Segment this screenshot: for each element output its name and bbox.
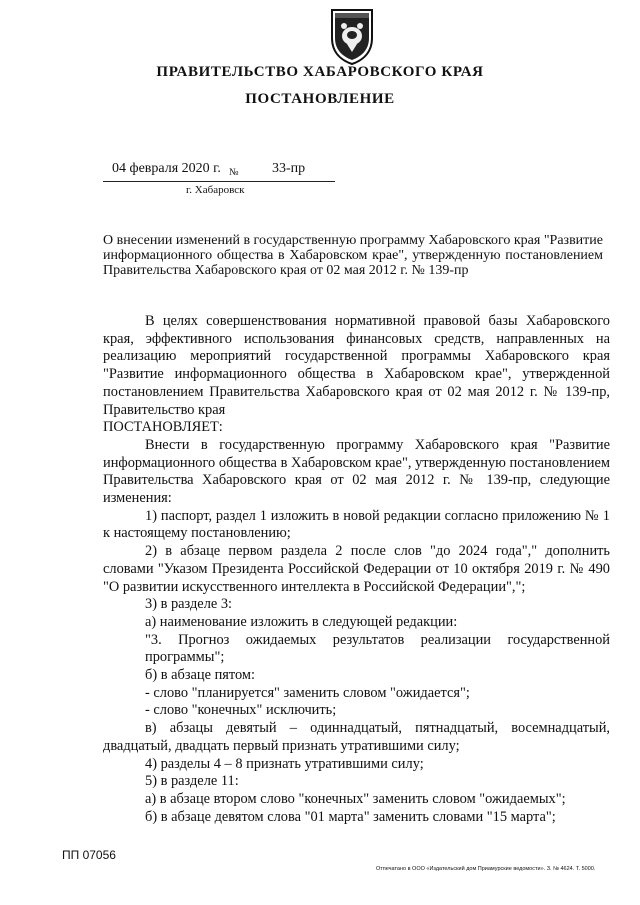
document-date: 04 февраля 2020 г.	[112, 161, 221, 176]
coat-of-arms-icon	[327, 6, 377, 66]
item-5: 5) в разделе 11:	[145, 773, 239, 790]
item-3: 3) в разделе 3:	[145, 596, 233, 613]
item-4: 4) разделы 4 – 8 признать утратившими силу;	[145, 755, 424, 772]
preamble-paragraph: В целях совершенствования нормативной правовой базы Хабаровского края, эффективного использования финансовых средств, направленных на реализацию мероприятий государственной программы Хабаровского края "Развитие информационного общества в Хабаровском крае", утвержденной постановлением Правительства Хабаровского края от 02 мая 2012 г. № 139-пр, Правительство края	[103, 313, 610, 418]
document-code: ПП 07056	[62, 848, 116, 862]
organization-name: ПРАВИТЕЛЬСТВО ХАБАРОВСКОГО КРАЯ	[156, 64, 484, 80]
item-3b-2: - слово "конечных" исключить;	[145, 702, 337, 719]
document-title: О внесении изменений в государственную программу Хабаровского края "Развитие информационного общества в Хабаровском крае", утвержденную постановлением Правительства Хабаровского края от 02 мая 2012 г. № 139-пр	[103, 233, 603, 278]
item-5b: б) в абзаце девятом слова "01 марта" заменить словами "15 марта";	[145, 808, 556, 825]
resolves-heading: ПОСТАНОВЛЯЕТ:	[103, 419, 223, 436]
document-body	[103, 313, 610, 826]
city-label: г. Хабаровск	[186, 184, 245, 196]
item-1: 1) паспорт, раздел 1 изложить в новой редакции согласно приложению № 1 к настоящему постановлению;	[103, 507, 610, 542]
document-number: 33-пр	[272, 161, 306, 176]
date-underline	[103, 181, 335, 182]
item-3v: в) абзацы девятый – одиннадцатый, пятнадцатый, восемнадцатый, двадцатый, двадцать первый признать утратившими силу;	[103, 720, 610, 754]
item-2: 2) в абзаце первом раздела 2 после слов "до 2024 года"," дополнить словами "Указом Президента Российской Федерации от 10 октября 2019 г. № 490 "О развитии искусственного интеллекта в Российской Федерации",";	[103, 543, 610, 595]
item-5a: а) в абзаце втором слово "конечных" заменить словом "ожидаемых";	[145, 790, 566, 807]
item-3b: б) в абзаце пятом:	[145, 667, 256, 684]
number-sign: №	[229, 167, 239, 178]
item-3b-1: - слово "планируется" заменить словом "ожидается";	[145, 684, 470, 701]
printer-imprint: Отпечатано в ООО «Издательский дом Приамурские ведомости». З. № 4624. Т. 5000.	[376, 866, 596, 872]
amendment-intro: Внести в государственную программу Хабаровского края "Развитие информационного общества в Хабаровском крае", утвержденную постановлением Правительства Хабаровского края от 02 мая 2012 г. № 139-пр, следующие изменения:	[103, 436, 610, 507]
document-type: ПОСТАНОВЛЕНИЕ	[245, 91, 395, 107]
item-3a-quote: "3. Прогноз ожидаемых результатов реализации государственной программы";	[145, 631, 610, 666]
item-3a: а) наименование изложить в следующей редакции:	[145, 613, 458, 630]
